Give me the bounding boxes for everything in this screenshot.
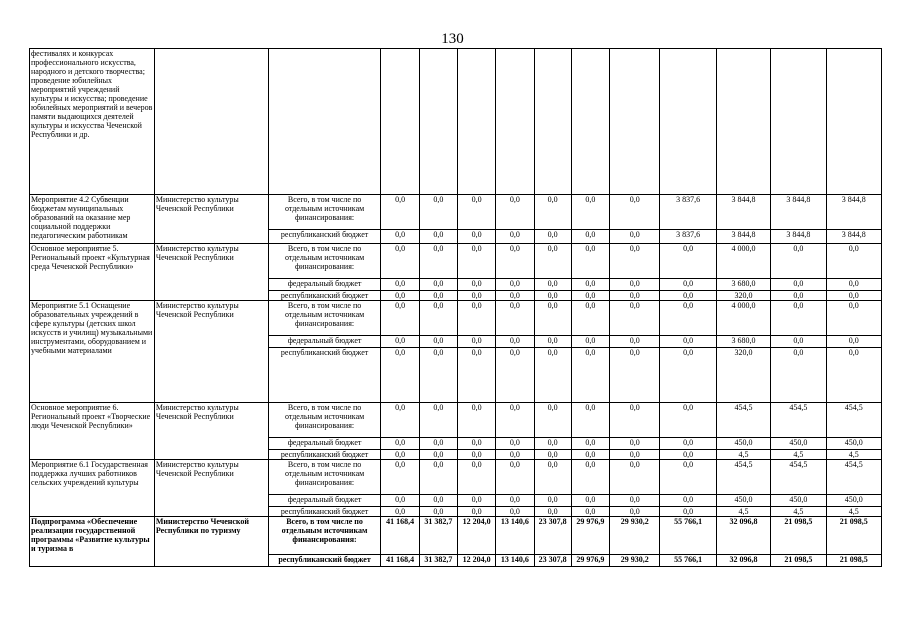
amount-cell [381,49,419,195]
amount-cell: 0,0 [419,460,457,495]
amount-cell: 0,0 [534,195,571,230]
funding-source-cell: Всего, в том числе по отдельным источникам финансирования: [268,195,381,230]
amount-cell: 0,0 [419,403,457,438]
table-row [30,301,882,336]
amount-cell: 0,0 [496,336,534,348]
table-row [30,195,882,230]
page-number: 130 [441,31,464,47]
amount-cell: 13 140,6 [496,555,534,567]
amount-cell: 0,0 [571,507,609,517]
amount-cell: 3 680,0 [716,336,770,348]
amount-cell: 23 307,8 [534,555,571,567]
amount-cell: 0,0 [534,336,571,348]
amount-cell: 55 766,1 [660,555,716,567]
amount-cell: 0,0 [826,244,881,279]
amount-cell: 0,0 [381,438,419,450]
amount-cell: 3 680,0 [716,279,770,291]
amount-cell: 0,0 [457,279,495,291]
amount-cell: 454,5 [716,403,770,438]
amount-cell: 0,0 [660,291,716,301]
amount-cell: 0,0 [457,403,495,438]
amount-cell: 450,0 [716,438,770,450]
amount-cell [771,49,826,195]
amount-cell: 0,0 [534,244,571,279]
amount-cell: 0,0 [534,450,571,460]
activity-name-cell: фестивалях и конкурсах профессионального искусства, народного и детского творчества; проведение юбилейных мероприятий учреждений культуры и искусства; проведение юбилейных мероприятий и вечеров памяти выдающихся деятелей культуры и искусства Чеченской Республики и др. [30,49,155,195]
funding-source-cell: республиканский бюджет [268,555,381,567]
funding-source-cell: республиканский бюджет [268,507,381,517]
amount-cell: 0,0 [571,450,609,460]
amount-cell: 0,0 [419,450,457,460]
amount-cell: 0,0 [457,195,495,230]
amount-cell: 0,0 [610,460,660,495]
amount-cell [571,49,609,195]
amount-cell: 0,0 [660,348,716,403]
amount-cell: 0,0 [571,460,609,495]
amount-cell [826,49,881,195]
amount-cell: 0,0 [457,348,495,403]
amount-cell: 3 844,8 [826,230,881,244]
amount-cell: 320,0 [716,348,770,403]
amount-cell: 0,0 [610,336,660,348]
amount-cell: 0,0 [610,438,660,450]
amount-cell: 0,0 [496,291,534,301]
amount-cell: 450,0 [826,438,881,450]
amount-cell: 0,0 [381,348,419,403]
amount-cell: 0,0 [534,291,571,301]
amount-cell: 32 096,8 [716,517,770,555]
amount-cell [496,49,534,195]
amount-cell: 0,0 [610,495,660,507]
funding-source-cell: федеральный бюджет [268,336,381,348]
amount-cell: 0,0 [419,279,457,291]
amount-cell: 0,0 [381,403,419,438]
funding-source-cell: Всего, в том числе по отдельным источникам финансирования: [268,460,381,495]
amount-cell [419,49,457,195]
amount-cell: 0,0 [381,230,419,244]
amount-cell: 0,0 [826,291,881,301]
amount-cell: 29 930,2 [610,555,660,567]
amount-cell: 0,0 [610,230,660,244]
amount-cell: 0,0 [419,291,457,301]
amount-cell: 41 168,4 [381,555,419,567]
funding-source-cell: Всего, в том числе по отдельным источникам финансирования: [268,301,381,336]
amount-cell: 3 837,6 [660,195,716,230]
activity-name-cell: Мероприятие 5.1 Оснащение образовательных учреждений в сфере культуры (детских школ искусств и училищ) музыкальными инструментами, оборудованием и учебными материалами [30,301,155,403]
amount-cell: 0,0 [496,438,534,450]
amount-cell: 41 168,4 [381,517,419,555]
amount-cell: 4,5 [826,450,881,460]
amount-cell: 0,0 [660,495,716,507]
activity-name-cell: Мероприятие 6.1 Государственная поддержка лучших работников сельских учреждений культуры [30,460,155,517]
amount-cell: 0,0 [660,507,716,517]
table-row [30,244,882,279]
amount-cell: 0,0 [381,195,419,230]
amount-cell: 0,0 [381,495,419,507]
amount-cell: 23 307,8 [534,517,571,555]
amount-cell: 0,0 [660,336,716,348]
amount-cell: 0,0 [660,460,716,495]
amount-cell: 0,0 [419,195,457,230]
amount-cell: 32 096,8 [716,555,770,567]
amount-cell: 0,0 [381,279,419,291]
amount-cell: 0,0 [496,495,534,507]
amount-cell: 0,0 [457,244,495,279]
funding-source-cell [268,49,381,195]
activity-name-cell: Основное мероприятие 6. Региональный проект «Творческие люди Чеченской Республики» [30,403,155,460]
amount-cell: 4,5 [771,450,826,460]
amount-cell: 454,5 [771,460,826,495]
funding-source-cell: республиканский бюджет [268,291,381,301]
amount-cell: 454,5 [826,460,881,495]
amount-cell: 0,0 [534,460,571,495]
amount-cell: 0,0 [660,301,716,336]
amount-cell [534,49,571,195]
funding-source-cell: Всего, в том числе по отдельным источникам финансирования: [268,403,381,438]
amount-cell: 0,0 [496,195,534,230]
amount-cell: 0,0 [534,230,571,244]
amount-cell: 0,0 [381,244,419,279]
budget-table [29,48,882,567]
amount-cell: 0,0 [457,291,495,301]
amount-cell: 0,0 [381,460,419,495]
amount-cell: 21 098,5 [826,517,881,555]
amount-cell: 0,0 [660,450,716,460]
amount-cell: 0,0 [660,403,716,438]
amount-cell: 0,0 [534,507,571,517]
amount-cell: 4,5 [771,507,826,517]
amount-cell: 454,5 [826,403,881,438]
executor-cell: Министерство культуры Чеченской Республики [154,403,268,460]
amount-cell: 0,0 [457,495,495,507]
amount-cell: 0,0 [610,507,660,517]
table-row [30,460,882,495]
executor-cell: Министерство культуры Чеченской Республики [154,244,268,301]
amount-cell: 0,0 [571,279,609,291]
amount-cell: 31 382,7 [419,517,457,555]
amount-cell [660,49,716,195]
amount-cell: 0,0 [457,507,495,517]
amount-cell: 29 976,9 [571,517,609,555]
funding-source-cell: федеральный бюджет [268,279,381,291]
executor-cell: Министерство культуры Чеченской Республики [154,460,268,517]
amount-cell: 0,0 [457,450,495,460]
amount-cell: 0,0 [610,348,660,403]
table-row [30,49,882,195]
amount-cell: 0,0 [571,244,609,279]
amount-cell: 0,0 [419,348,457,403]
amount-cell: 0,0 [771,244,826,279]
funding-source-cell: Всего, в том числе по отдельным источникам финансирования: [268,244,381,279]
amount-cell: 4,5 [716,450,770,460]
amount-cell: 0,0 [496,460,534,495]
amount-cell: 454,5 [716,460,770,495]
amount-cell: 21 098,5 [826,555,881,567]
amount-cell: 0,0 [381,301,419,336]
amount-cell: 0,0 [457,336,495,348]
activity-name-cell: Мероприятие 4.2 Субвенции бюджетам муниципальных образований на оказание мер социальной поддержки педагогическим работникам [30,195,155,244]
amount-cell: 0,0 [771,291,826,301]
amount-cell: 0,0 [826,301,881,336]
activity-name-cell: Подпрограмма «Обеспечение реализации государственной программы «Развитие культуры и туризма в [30,517,155,567]
amount-cell: 0,0 [381,336,419,348]
amount-cell: 450,0 [771,438,826,450]
amount-cell: 0,0 [660,438,716,450]
amount-cell: 3 844,8 [771,230,826,244]
amount-cell: 0,0 [610,244,660,279]
amount-cell: 0,0 [771,279,826,291]
amount-cell: 4,5 [826,507,881,517]
executor-cell: Министерство культуры Чеченской Республики [154,301,268,403]
amount-cell: 21 098,5 [771,555,826,567]
amount-cell: 13 140,6 [496,517,534,555]
amount-cell: 0,0 [419,495,457,507]
amount-cell: 0,0 [419,230,457,244]
amount-cell: 0,0 [771,336,826,348]
amount-cell: 0,0 [610,301,660,336]
amount-cell: 450,0 [716,495,770,507]
amount-cell: 0,0 [457,438,495,450]
amount-cell: 0,0 [419,336,457,348]
amount-cell: 0,0 [457,301,495,336]
amount-cell: 0,0 [534,348,571,403]
amount-cell: 0,0 [496,279,534,291]
amount-cell: 4 000,0 [716,244,770,279]
amount-cell: 320,0 [716,291,770,301]
executor-cell: Министерство Чеченской Республики по туризму [154,517,268,567]
amount-cell: 0,0 [496,403,534,438]
amount-cell: 12 204,0 [457,555,495,567]
amount-cell: 0,0 [826,279,881,291]
amount-cell: 0,0 [419,438,457,450]
amount-cell: 0,0 [571,348,609,403]
amount-cell: 55 766,1 [660,517,716,555]
amount-cell: 0,0 [381,450,419,460]
funding-source-cell: республиканский бюджет [268,230,381,244]
amount-cell: 0,0 [610,291,660,301]
amount-cell: 0,0 [571,195,609,230]
amount-cell [457,49,495,195]
amount-cell: 3 844,8 [716,195,770,230]
amount-cell: 0,0 [571,403,609,438]
amount-cell: 450,0 [826,495,881,507]
amount-cell: 0,0 [826,336,881,348]
amount-cell: 3 844,8 [716,230,770,244]
amount-cell: 0,0 [610,403,660,438]
amount-cell: 21 098,5 [771,517,826,555]
amount-cell: 0,0 [534,438,571,450]
amount-cell: 3 844,8 [771,195,826,230]
amount-cell: 0,0 [419,507,457,517]
amount-cell: 0,0 [571,438,609,450]
amount-cell: 450,0 [771,495,826,507]
funding-source-cell: федеральный бюджет [268,438,381,450]
executor-cell: Министерство культуры Чеченской Республики [154,195,268,244]
amount-cell: 0,0 [571,301,609,336]
amount-cell: 29 976,9 [571,555,609,567]
amount-cell: 0,0 [660,244,716,279]
amount-cell: 0,0 [610,450,660,460]
activity-name-cell: Основное мероприятие 5. Региональный проект «Культурная среда Чеченской Республики» [30,244,155,301]
amount-cell: 4,5 [716,507,770,517]
table-row [30,517,882,555]
amount-cell: 0,0 [496,348,534,403]
amount-cell: 3 844,8 [826,195,881,230]
amount-cell: 0,0 [496,507,534,517]
funding-source-cell: федеральный бюджет [268,495,381,507]
table-row [30,403,882,438]
amount-cell: 0,0 [534,301,571,336]
amount-cell: 0,0 [660,279,716,291]
amount-cell: 0,0 [534,403,571,438]
amount-cell: 0,0 [534,279,571,291]
amount-cell: 454,5 [771,403,826,438]
amount-cell: 0,0 [381,507,419,517]
amount-cell: 29 930,2 [610,517,660,555]
amount-cell: 0,0 [457,230,495,244]
funding-source-cell: республиканский бюджет [268,348,381,403]
amount-cell: 0,0 [571,230,609,244]
amount-cell: 0,0 [496,301,534,336]
amount-cell: 0,0 [571,291,609,301]
amount-cell: 0,0 [496,244,534,279]
amount-cell: 0,0 [496,230,534,244]
funding-source-cell: Всего, в том числе по отдельным источникам финансирования: [268,517,381,555]
amount-cell: 0,0 [419,244,457,279]
amount-cell: 4 000,0 [716,301,770,336]
executor-cell [154,49,268,195]
amount-cell: 0,0 [419,301,457,336]
amount-cell: 0,0 [771,348,826,403]
amount-cell: 0,0 [496,450,534,460]
amount-cell: 0,0 [826,348,881,403]
amount-cell [610,49,660,195]
amount-cell: 31 382,7 [419,555,457,567]
amount-cell: 3 837,6 [660,230,716,244]
amount-cell: 0,0 [771,301,826,336]
amount-cell: 0,0 [571,336,609,348]
amount-cell: 0,0 [457,460,495,495]
amount-cell [716,49,770,195]
amount-cell: 12 204,0 [457,517,495,555]
amount-cell: 0,0 [381,291,419,301]
amount-cell: 0,0 [571,495,609,507]
amount-cell: 0,0 [610,279,660,291]
amount-cell: 0,0 [610,195,660,230]
funding-source-cell: республиканский бюджет [268,450,381,460]
amount-cell: 0,0 [534,495,571,507]
